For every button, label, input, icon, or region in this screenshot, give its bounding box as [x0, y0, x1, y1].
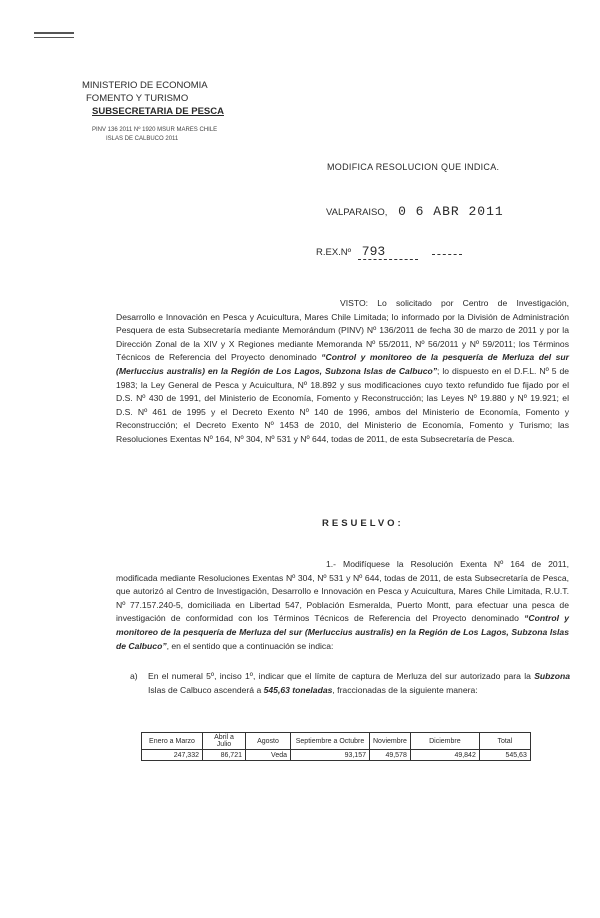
rex-number: 793 — [361, 244, 386, 259]
place-date — [326, 204, 504, 219]
rex-label: R.EX.Nº — [316, 247, 352, 258]
table-cell: 247,332 — [142, 750, 203, 761]
p1-text-1: 1.- Modifíquese la Resolución Exenta Nº 164 de 2011, modificada mediante Resoluciones Exentas Nº 304, Nº 531 y Nº 644, todas de 2011, de esta Subsecretaría de Pesca, que autorizó al Centro de Investigación, Desarrollo e Innovación en Pesca y Acuicultura, Mares Chile Limitada, R.U.T. Nº 77.157.240-5, domiciliada en Libertad 547, Población Esmeralda, Puerto Montt, para efectuar una pesca de investigación de conformidad con los Términos Técnicos de Referencia del Proyecto denominado — [116, 559, 569, 624]
table-row — [142, 750, 531, 761]
reference-code — [92, 126, 217, 144]
visto-paragraph — [116, 297, 569, 447]
date-stamp: 0 6 ABR 2011 — [398, 204, 504, 219]
rex-blank-2 — [432, 254, 462, 255]
ministry-line-3: SUBSECRETARIA DE PESCA — [92, 106, 224, 117]
table-header: Abril a Julio — [203, 733, 246, 750]
table-cell: 545,63 — [479, 750, 530, 761]
table-header-row — [142, 733, 531, 750]
item-a-letter: a) — [130, 671, 138, 681]
rex-blank — [358, 244, 418, 260]
reference-line-1: PINV 136 2011 Nº 1920 MSUR MARES CHILE — [92, 127, 218, 133]
table-cell: Veda — [246, 750, 291, 761]
resuelvo-heading: RESUELVO: — [322, 518, 404, 529]
table-cell: 49,578 — [370, 750, 411, 761]
item-a-text-1: En el numeral 5º, inciso 1º, indicar que el límite de captura de Merluza del sur autorizado para la — [148, 671, 535, 681]
p1-project-title: “Control y monitoreo de la pesquería de Merluza del sur (Merluccius australis) en la Región de Los Lagos, Subzona Islas de Calbuco” — [116, 613, 570, 651]
table-cell: 49,842 — [410, 750, 479, 761]
place: VALPARAISO, — [326, 207, 388, 218]
corner-mark — [34, 32, 74, 40]
table-header: Agosto — [246, 733, 291, 750]
ministry-header — [82, 79, 224, 118]
table-header: Noviembre — [370, 733, 411, 750]
ministry-line-1: MINISTERIO DE ECONOMIA — [82, 80, 208, 91]
item-a-subzona: Subzona — [534, 671, 570, 681]
table-header: Diciembre — [410, 733, 479, 750]
item-a-tonnage: 545,63 toneladas — [263, 684, 333, 695]
subject-line: MODIFICA RESOLUCION QUE INDICA. — [327, 162, 500, 172]
item-a-text-2: Islas de Calbuco ascenderá a — [148, 684, 264, 695]
resolution-number — [316, 244, 462, 260]
catch-limit-table — [141, 732, 531, 761]
table-cell: 93,157 — [291, 750, 370, 761]
table-header: Total — [479, 733, 530, 750]
p1-text-2: , en el sentido que a continuación se indica: — [166, 640, 334, 651]
reference-line-2: ISLAS DE CALBUCO 2011 — [106, 136, 179, 142]
table-header: Enero a Marzo — [142, 733, 203, 750]
item-a-text-3: , fraccionadas de la siguiente manera: — [332, 684, 478, 695]
item-a-text — [148, 670, 570, 697]
visto-text-2: ; lo dispuesto en el D.F.L. Nº 5 de 1983; la Ley General de Pesca y Acuicultura, Nº 18.892 y sus modificaciones cuyo texto refundido fue fijado por el D.S. Nº 430 de 1991, del Ministerio de Economía, Fomento y Reconstrucción; las Leyes Nº 19.880 y Nº 19.921; el D.S. Nº 461 de 1995 y el Decreto Exento Nº 140 de 1996, ambos del Ministerio de Economía, Fomento y Reconstrucción; el Decreto Exento Nº 1453 de 2010, del Ministerio de Economía, Fomento y Turismo; las Resoluciones Exentas Nº 164, Nº 304, Nº 531 y Nº 644, todas de 2011, de esta Subsecretaría de Pesca. — [116, 365, 569, 444]
resolution-paragraph-1 — [116, 558, 569, 653]
visto-text-1: VISTO: Lo solicitado por Centro de Investigación, Desarrollo e Innovación en Pesca y Acuicultura, Mares Chile Limitada; lo informado por la División de Administración Pesquera de esta Subsecretaría mediante Memorándum (PINV) Nº 136/2011 de fecha 30 de marzo de 2011 y por la Dirección Zonal de la XIV y X Regiones mediante Memoranda Nº 55/2011, Nº 56/2011 y Nº 59/2011; los Términos Técnicos de Referencia del Proyecto denominado — [116, 298, 569, 363]
visto-project-title: “Control y monitoreo de la pesquería de Merluza del sur (Merluccius australis) en la Región de Los Lagos, Subzona Islas de Calbuco” — [116, 352, 570, 376]
table-cell: 86,721 — [203, 750, 246, 761]
ministry-line-2: FOMENTO Y TURISMO — [86, 93, 189, 104]
table-header: Septiembre a Octubre — [291, 733, 370, 750]
